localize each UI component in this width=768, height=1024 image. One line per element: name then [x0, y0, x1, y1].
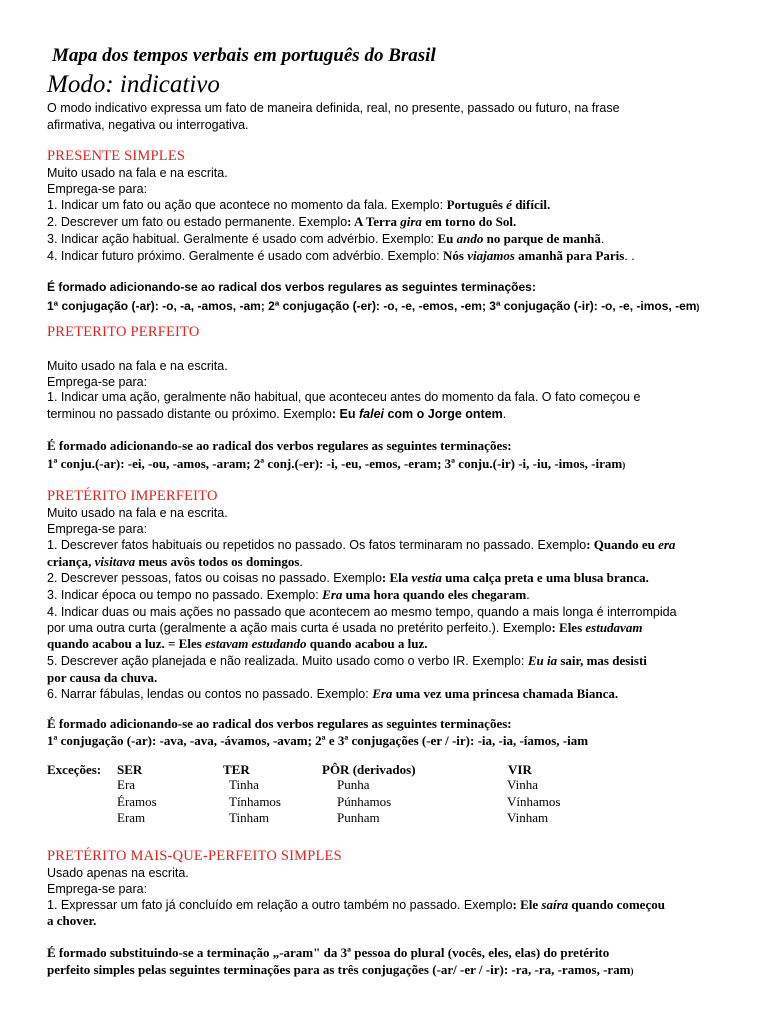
perfeito-rule-endings: 1ª conju.(-ar): -ei, -ou, -amos, -aram; 2ª conj.(-er): -i, -eu, -emos, -eram; 3ª conju.(-ir) -i, -iu, -imos, -iram)	[47, 456, 626, 471]
presente-item-4: 4. Indicar futuro próximo. Geralmente é usado com advérbio. Exemplo: Nós viajamos amanhã para Paris. .	[47, 248, 635, 263]
excecoes-header-vir: VIR	[508, 762, 532, 777]
imperfeito-item-3: 3. Indicar época ou tempo no passado. Exemplo: Era uma hora quando eles chegaram.	[47, 587, 530, 602]
perfeito-emprega: Emprega-se para:	[47, 375, 148, 389]
excecoes-cell: Era	[117, 777, 136, 792]
presente-usage: Muito usado na fala e na escrita.	[47, 166, 228, 180]
imperfeito-rule-intro: É formado adicionando-se ao radical dos verbos regulares as seguintes terminações:	[47, 716, 512, 731]
section-heading-perfeito: PRETERITO PERFEITO	[47, 324, 200, 340]
excecoes-cell: Punha	[337, 777, 370, 792]
perfeito-item-1b: terminou no passado distante ou próximo. Exemplo: Eu falei com o Jorge ontem.	[47, 407, 507, 421]
imperfeito-item-5b: por causa da chuva.	[47, 670, 158, 685]
mqp-rule-endings: perfeito simples pelas seguintes terminações para as três conjugações (-ar/ -er / -ir): -ra, -ra, -ramos, -ram)	[47, 962, 634, 977]
intro-line-1: O modo indicativo expressa um fato de maneira definida, real, no presente, passado ou futuro, na frase	[47, 101, 620, 115]
excecoes-cell: Púnhamos	[337, 794, 392, 809]
presente-rule-intro: É formado adicionando-se ao radical dos verbos regulares as seguintes terminações:	[47, 280, 536, 294]
mqp-emprega: Emprega-se para:	[47, 882, 148, 896]
presente-item-1: 1. Indicar um fato ou ação que acontece no momento da fala. Exemplo: Português é difícil.	[47, 197, 551, 212]
imperfeito-item-6: 6. Narrar fábulas, lendas ou contos no passado. Exemplo: Era uma vez uma princesa chamada Bianca.	[47, 686, 619, 701]
section-heading-presente: PRESENTE SIMPLES	[47, 148, 186, 164]
mqp-usage: Usado apenas na escrita.	[47, 866, 189, 880]
presente-item-3: 3. Indicar ação habitual. Geralmente é usado com advérbio. Exemplo: Eu ando no parque de manhã.	[47, 231, 605, 246]
excecoes-cell: Eram	[117, 810, 146, 825]
excecoes-header-por: PÔR (derivados)	[322, 762, 416, 777]
excecoes-cell: Vinham	[507, 810, 549, 825]
section-heading-imperfeito: PRETÉRITO IMPERFEITO	[47, 488, 218, 504]
excecoes-header-ser: SER	[117, 762, 143, 777]
mqp-rule-intro: É formado substituindo-se a terminação „-aram" da 3ª pessoa do plural (vocês, eles, elas) do pretérito	[47, 945, 610, 960]
imperfeito-emprega: Emprega-se para:	[47, 522, 148, 536]
imperfeito-item-4c: quando acabou a luz. = Eles estavam estudando quando acabou a luz.	[47, 636, 428, 651]
imperfeito-item-1a: 1. Descrever fatos habituais ou repetidos no passado. Os fatos terminaram no passado. Exemplo: Quando eu era	[47, 537, 676, 552]
imperfeito-item-2: 2. Descrever pessoas, fatos ou coisas no passado. Exemplo: Ela vestia uma calça preta e uma blusa branca.	[47, 570, 649, 585]
intro-line-2: afirmativa, negativa ou interrogativa.	[47, 118, 249, 132]
imperfeito-item-5a: 5. Descrever ação planejada e não realizada. Muito usado como o verbo IR. Exemplo: Eu ia sair, mas desisti	[47, 653, 647, 668]
imperfeito-item-4b: por uma outra curta (geralmente a ação mais curta é usada no pretérito perfeito.). Exemplo: Eles estudavam	[47, 620, 643, 635]
excecoes-cell: Tínhamos	[229, 794, 281, 809]
excecoes-cell: Vinha	[507, 777, 538, 792]
perfeito-rule-intro: É formado adicionando-se ao radical dos verbos regulares as seguintes terminações:	[47, 438, 512, 453]
document-title: Mapa dos tempos verbais em português do Brasil	[52, 45, 436, 66]
perfeito-item-1a: 1. Indicar uma ação, geralmente não habitual, que aconteceu antes do momento da fala. O fato começou e	[47, 390, 641, 404]
mode-title: Modo: indicativo	[47, 71, 220, 98]
imperfeito-usage: Muito usado na fala e na escrita.	[47, 506, 228, 520]
perfeito-usage: Muito usado na fala e na escrita.	[47, 359, 228, 373]
mqp-item-1b: a chover.	[47, 913, 97, 928]
section-heading-mais-que-perfeito: PRETÉRITO MAIS-QUE-PERFEITO SIMPLES	[47, 848, 342, 864]
imperfeito-rule-endings: 1ª conjugação (-ar): -ava, -ava, -ávamos, -avam; 2ª e 3ª conjugações (-er / -ir): -ia, -ia, -íamos, -iam	[47, 733, 589, 748]
presente-item-2: 2. Descrever um fato ou estado permanente. Exemplo: A Terra gira em torno do Sol.	[47, 214, 517, 229]
excecoes-cell: Punham	[337, 810, 380, 825]
imperfeito-item-1b: criança, visitava meus avôs todos os domingos.	[47, 554, 303, 569]
excecoes-cell: Tinham	[229, 810, 269, 825]
excecoes-cell: Tinha	[229, 777, 259, 792]
presente-emprega: Emprega-se para:	[47, 182, 148, 196]
mqp-item-1a: 1. Expressar um fato já concluído em relação a outro também no passado. Exemplo: Ele saíra quando começou	[47, 897, 665, 912]
presente-rule-endings: 1ª conjugação (-ar): -o, -a, -amos, -am; 2ª conjugação (-er): -o, -e, -emos, -em; 3ª conjugação (-ir): -o, -e, -imos, -em)	[47, 299, 700, 313]
excecoes-cell: Vínhamos	[507, 794, 561, 809]
imperfeito-item-4a: 4. Indicar duas ou mais ações no passado que acontecem ao mesmo tempo, quando a mais longa é interrompida	[47, 605, 677, 619]
excecoes-cell: Éramos	[117, 794, 157, 809]
excecoes-label: Exceções:	[47, 762, 102, 777]
excecoes-header-ter: TER	[223, 762, 250, 777]
